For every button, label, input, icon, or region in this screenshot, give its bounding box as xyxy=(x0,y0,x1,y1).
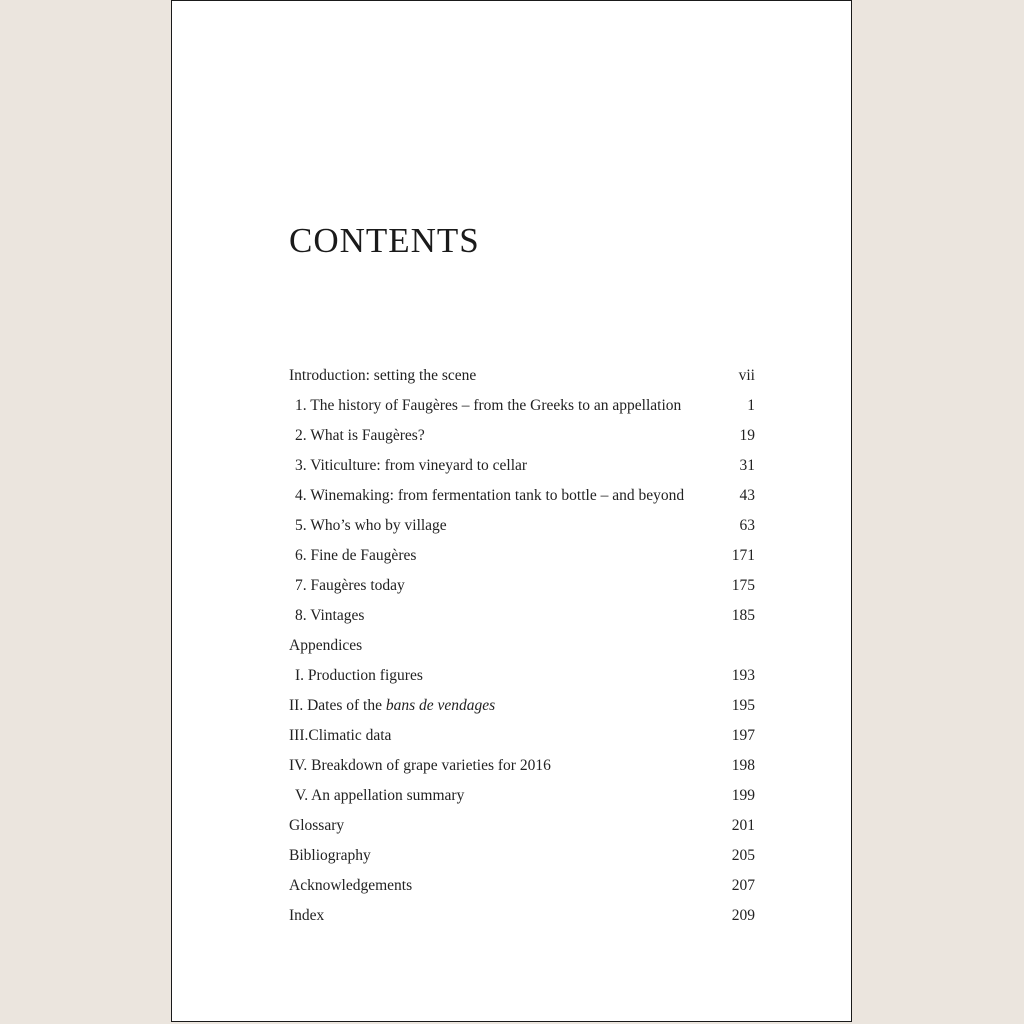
toc-entry-label-italic: bans de vendages xyxy=(385,697,496,714)
toc-entry-label: 1. The history of Faugères – from the Greeks to an appellation xyxy=(295,397,682,414)
toc-entry-label xyxy=(289,691,495,721)
toc-entry-page: 207 xyxy=(731,877,755,894)
book-page xyxy=(171,0,852,1022)
toc-entry-label: Index xyxy=(289,907,325,924)
toc-entry-index xyxy=(289,901,755,931)
toc-entry-page: 1 xyxy=(747,397,755,414)
toc-entry-chapter-1 xyxy=(289,391,755,421)
toc-entry-appendices xyxy=(289,631,755,661)
toc-entry-chapter-7 xyxy=(289,571,755,601)
toc-entry-label: Appendices xyxy=(289,637,363,654)
toc-entry-page: 185 xyxy=(731,607,755,624)
toc-entry-appendix-5 xyxy=(289,781,755,811)
toc-entry-page: 199 xyxy=(731,787,755,804)
toc-entry-label: I. Production figures xyxy=(295,667,423,684)
toc-entry-label: Bibliography xyxy=(289,847,371,864)
toc-entry-label: 3. Viticulture: from vineyard to cellar xyxy=(295,457,528,474)
toc-entry-page: 175 xyxy=(731,577,755,594)
toc-entry-page: 197 xyxy=(731,727,755,744)
toc-entry-bibliography xyxy=(289,841,755,871)
table-of-contents xyxy=(289,361,755,931)
toc-entry-page: 198 xyxy=(731,757,755,774)
toc-entry-label: 7. Faugères today xyxy=(295,577,405,594)
toc-entry-glossary xyxy=(289,811,755,841)
toc-entry-appendix-2 xyxy=(289,691,755,721)
toc-entry-chapter-8 xyxy=(289,601,755,631)
toc-entry-chapter-6 xyxy=(289,541,755,571)
toc-entry-page: 205 xyxy=(731,847,755,864)
toc-entry-chapter-5 xyxy=(289,511,755,541)
toc-entry-label-prefix: II. Dates of the xyxy=(289,697,386,714)
toc-entry-page: 19 xyxy=(739,427,755,444)
toc-entry-chapter-3 xyxy=(289,451,755,481)
toc-entry-page: 209 xyxy=(731,907,755,924)
toc-entry-appendix-1 xyxy=(289,661,755,691)
toc-entry-label: III.Climatic data xyxy=(289,727,392,744)
toc-entry-page: 43 xyxy=(739,487,755,504)
toc-entry-page: vii xyxy=(738,367,755,384)
toc-entry-page: 193 xyxy=(731,667,755,684)
toc-entry-appendix-4 xyxy=(289,751,755,781)
toc-entry-appendix-3 xyxy=(289,721,755,751)
toc-entry-label: Acknowledgements xyxy=(289,877,413,894)
toc-entry-label: 5. Who’s who by village xyxy=(295,517,447,534)
toc-entry-label: 2. What is Faugères? xyxy=(295,427,425,444)
toc-entry-label: Introduction: setting the scene xyxy=(289,367,477,384)
toc-entry-label: V. An appellation summary xyxy=(295,787,465,804)
toc-entry-label: 6. Fine de Faugères xyxy=(295,547,417,564)
toc-entry-label: Glossary xyxy=(289,817,345,834)
toc-entry-page: 201 xyxy=(731,817,755,834)
page-title: CONTENTS xyxy=(289,221,480,260)
toc-entry-label: 8. Vintages xyxy=(295,607,365,624)
toc-entry-page: 171 xyxy=(731,547,755,564)
toc-entry-page: 63 xyxy=(739,517,755,534)
toc-entry-page: 195 xyxy=(731,697,755,714)
toc-entry-chapter-2 xyxy=(289,421,755,451)
toc-entry-label: IV. Breakdown of grape varieties for 2016 xyxy=(289,757,551,774)
toc-entry-acknowledgements xyxy=(289,871,755,901)
toc-entry-chapter-4 xyxy=(289,481,755,511)
toc-entry-page: 31 xyxy=(739,457,755,474)
toc-entry-label: 4. Winemaking: from fermentation tank to bottle – and beyond xyxy=(295,487,685,504)
toc-entry-introduction xyxy=(289,361,755,391)
